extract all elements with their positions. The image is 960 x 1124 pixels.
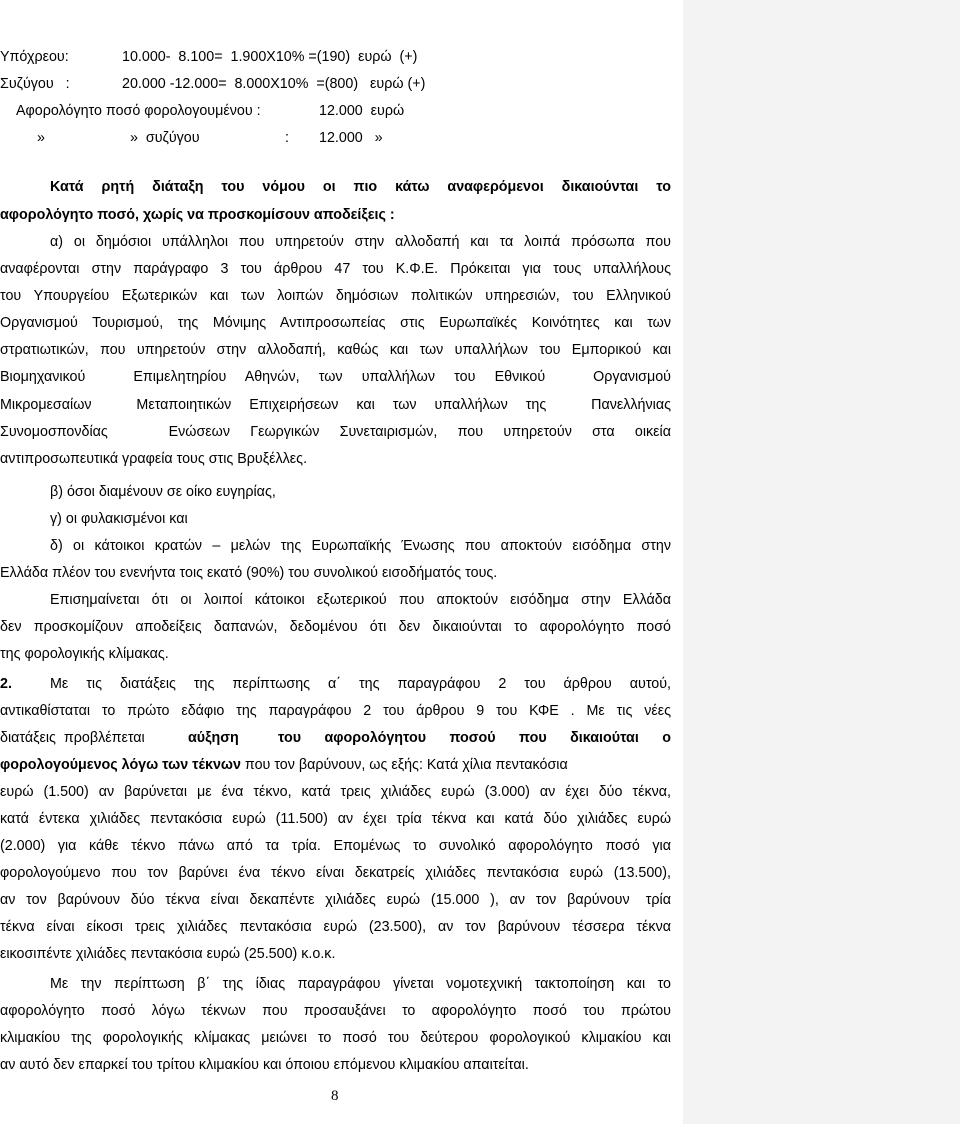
intro-line: Κατά ρητή διάταξη του νόμου οι πιο κάτω αναφερόμενοι δικαιούνται το xyxy=(50,179,671,195)
section-2-line xyxy=(0,729,671,747)
section-number: 2. xyxy=(0,676,12,692)
section-2-line: Με τις διατάξεις της περίπτωσης α΄ της παραγράφου 2 του άρθρου αυτού, xyxy=(50,676,671,692)
intro-line: αφορολόγητο ποσό, χωρίς να προσκομίσουν αποδείξεις : xyxy=(0,207,395,223)
increase-emphasis: αύξηση xyxy=(188,730,239,746)
calc-formula: 10.000- 8.100= 1.900Χ10% =(190) ευρώ (+) xyxy=(122,49,418,65)
tax-free-value: 12.000 ευρώ xyxy=(319,103,405,119)
section-2-line: αντικαθίσταται το πρώτο εδάφιο της παραγράφου 2 του άρθρου 9 του ΚΦΕ . Με τις νέες xyxy=(0,703,671,719)
section-2-text: διατάξεις προβλέπεται xyxy=(0,730,145,746)
markup-pane xyxy=(683,0,960,1124)
calc-formula: 20.000 -12.000= 8.000Χ10% =(800) ευρώ (+) xyxy=(122,76,426,92)
section-2b-line: αν αυτό δεν επαρκεί του τρίτου κλιμακίου και όποιου επόμενου κλιμακίου απαιτείται. xyxy=(0,1057,529,1073)
section-2b-line: Με την περίπτωση β΄ της ίδιας παραγράφου γίνεται νομοτεχνική τακτοποίηση και το xyxy=(50,976,671,992)
tax-free-emphasis: του αφορολόγητου ποσού που δικαιούται ο xyxy=(278,730,671,746)
section-2-line: (2.000) για κάθε τέκνο πάνω από τα τρία. Επομένως το συνολικό αφορολόγητο ποσό για xyxy=(0,838,671,854)
item-a-line: Βιομηχανικού Επιμελητηρίου Αθηνών, των υπαλλήλων του Εθνικού Οργανισμού xyxy=(0,369,671,385)
section-2-line: τέκνα είναι είκοσι τρεις χιλιάδες πεντακόσια ευρώ (23.500), αν τον βαρύνουν τέσσερα τέκνα xyxy=(0,919,671,935)
tax-free-heading: Αφορολόγητο ποσό φορολογουμένου : xyxy=(16,103,261,119)
children-emphasis: φορολογούμενος λόγω των τέκνων xyxy=(0,757,241,773)
ditto-mark: » xyxy=(37,130,45,146)
calc-row-spouse xyxy=(0,75,426,93)
item-a-line: του Υπουργείου Εξωτερικών και των λοιπών δημόσιων πολιτικών υπηρεσιών, του Ελληνικού xyxy=(0,288,671,304)
calc-label: Υπόχρεου: xyxy=(0,49,69,65)
page-number: 8 xyxy=(331,1088,339,1104)
section-2-line: κατά έντεκα χιλιάδες πεντακόσια ευρώ (11.500) αν έχει τρία τέκνα και κατά δύο χιλιάδες ευρώ xyxy=(0,811,671,827)
item-a-line: Συνομοσπονδίας Ενώσεων Γεωργικών Συνεταιρισμών, που υπηρετούν στα οικεία xyxy=(0,424,671,440)
item-a-line: α) οι δημόσιοι υπάλληλοι που υπηρετούν στην αλλοδαπή και τα λοιπά πρόσωπα που xyxy=(50,234,671,250)
item-a-line: αντιπροσωπευτικά γραφεία τους στις Βρυξέλλες. xyxy=(0,451,308,467)
section-2b-line: αφορολόγητο ποσό λόγω τέκνων που προσαυξάνει το αφορολόγητο ποσό του πρώτου xyxy=(0,1003,671,1019)
note-line: Επισημαίνεται ότι οι λοιποί κάτοικοι εξωτερικού που αποκτούν εισόδημα στην Ελλάδα xyxy=(50,592,671,608)
item-a-line: Οργανισμού Τουρισμού, της Μόνιμης Αντιπροσωπείας στις Ευρωπαϊκές Κοινότητες και των xyxy=(0,315,671,331)
note-line: δεν προσκομίζουν αποδείξεις δαπανών, δεδομένου ότι δεν δικαιούνται το αφορολόγητο ποσό xyxy=(0,619,671,635)
section-2b-line: κλιμακίου της φορολογικής κλίμακας μειώνει το ποσό του δεύτερου φορολογικού κλιμακίου και xyxy=(0,1030,671,1046)
calc-label: Συζύγου : xyxy=(0,76,70,92)
spouse-colon: : xyxy=(285,130,289,146)
section-2-line: ευρώ (1.500) αν βαρύνεται με ένα τέκνο, κατά τρεις χιλιάδες ευρώ (3.000) αν έχει δύο τέκνα, xyxy=(0,784,671,800)
item-d-line: Ελλάδα πλέον του ενενήντα τοις εκατό (90%) του συνολικού εισοδήματός τους. xyxy=(0,565,498,581)
spouse-label: » συζύγου xyxy=(130,130,200,146)
calc-row-taxpayer xyxy=(0,48,418,66)
item-a-line: Μικρομεσαίων Μεταποιητικών Επιχειρήσεων και των υπαλλήλων της Πανελλήνιας xyxy=(0,397,671,413)
item-d-line: δ) οι κάτοικοι κρατών – μελών της Ευρωπαϊκής Ένωσης που αποκτούν εισόδημα στην xyxy=(50,538,671,554)
item-a-line: αναφέρονται στην παράγραφο 3 του άρθρου 47 του Κ.Φ.Ε. Πρόκειται για τους υπαλλήλους xyxy=(0,261,671,277)
section-2-text: που τον βαρύνουν, ως εξής: Κατά χίλια πεντακόσια xyxy=(240,757,568,773)
section-2-line: αν τον βαρύνουν δύο τέκνα είναι δεκαπέντε χιλιάδες ευρώ (15.000 ), αν τον βαρύνουν τρία xyxy=(0,892,671,908)
section-2-line: φορολογούμενο που τον βαρύνει ένα τέκνο είναι δεκατρείς χιλιάδες πεντακόσια ευρώ (13.500), xyxy=(0,865,671,881)
section-2-line: εικοσιπέντε χιλιάδες πεντακόσια ευρώ (25.500) κ.ο.κ. xyxy=(0,946,336,962)
item-a-line: στρατιωτικών, που υπηρετούν στην αλλοδαπή, καθώς και των υπαλλήλων του Εμπορικού και xyxy=(0,342,671,358)
item-c: γ) οι φυλακισμένοι και xyxy=(50,511,188,527)
section-2-line xyxy=(0,756,671,774)
note-line: της φορολογικής κλίμακας. xyxy=(0,646,169,662)
spouse-value: 12.000 » xyxy=(319,130,383,146)
item-b: β) όσοι διαμένουν σε οίκο ευγηρίας, xyxy=(50,484,276,500)
